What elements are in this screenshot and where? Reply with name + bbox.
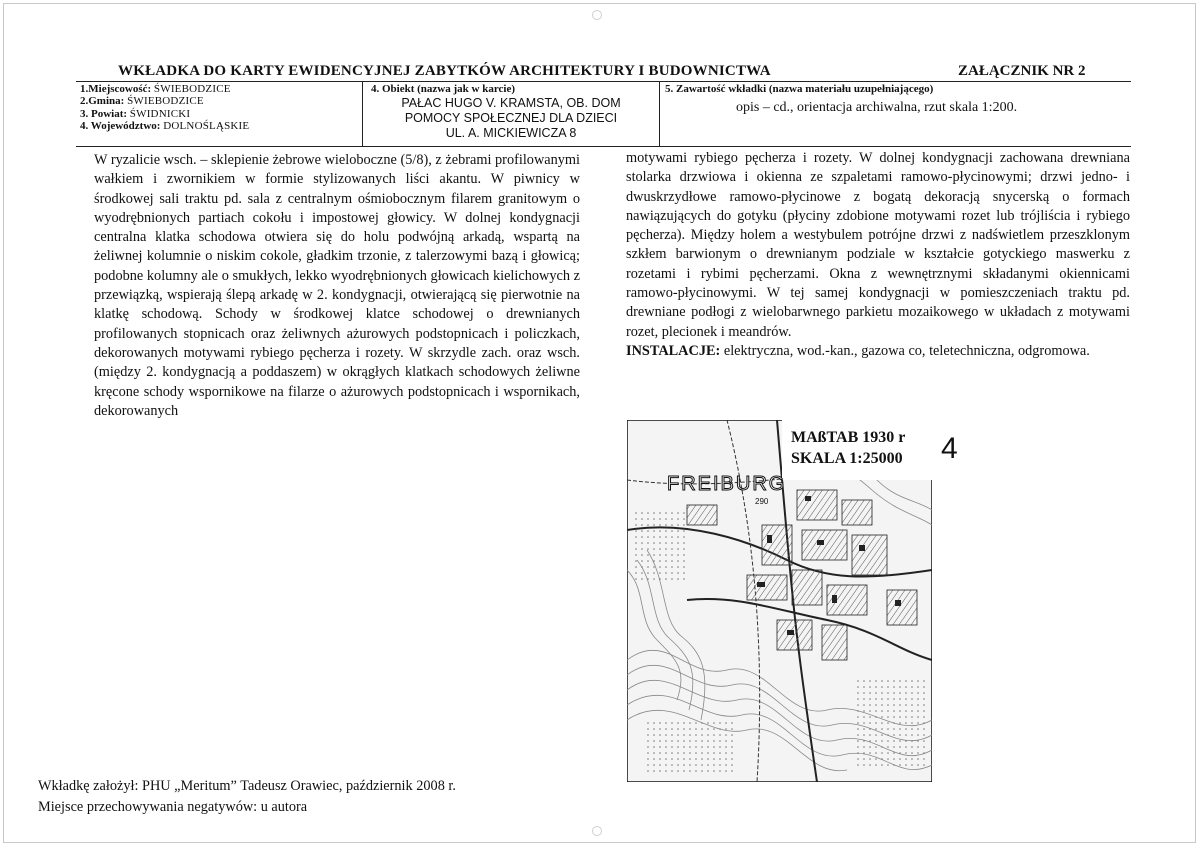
object-label: 4. Obiekt (nazwa jak w karcie) bbox=[371, 83, 516, 95]
installations-value: elektryczna, wod.-kan., gazowa co, teletechniczna, odgromowa. bbox=[723, 342, 1090, 359]
footer bbox=[38, 776, 456, 818]
installations-paragraph bbox=[626, 342, 1130, 361]
annex-label: ZAŁĄCZNIK NR 2 bbox=[958, 63, 1086, 79]
description-right-text: motywami rybiego pęcherza i rozety. W dolnej kondygnacji zachowana drewniana stolarka drzwiowa i okienna ze szpaletami ramowo-płycinowymi; drzwi jedno- i dwuskrzydłowe ramowo-płycinowe z bogatą dekoracją snycerską o formach nawiązujących do gotyku (płyciny zdobione motywami rozet lub trójliścia i rybiego pęcherza). Między holem a westybulem potrójne drzwi z nadświetlem przeszklonym szkłem barwionym o drewnianym podziale w kształcie gotyckiego maswerku z rozetami i rybimi pęcherzami. Okna z wewnętrznymi składanymi okiennicami ramowo-płycinowymi. W tej samej kondygnacji w pomieszczeniach traktu pd. drewniane podłogi z wielobarwnego parkietu mozaikowego w układach z motywami rozet, plecionek i meandrów. bbox=[626, 150, 1130, 340]
contents-label: 5. Zawartość wkładki (nazwa materiału uzupełniającego) bbox=[665, 83, 934, 95]
footer-author: Wkładkę założył: PHU „Meritum” Tadeusz Orawiec, październik 2008 r. bbox=[38, 778, 456, 794]
object-line-1: PAŁAC HUGO V. KRAMSTA, OB. DOM bbox=[401, 96, 621, 110]
archival-map bbox=[627, 420, 932, 782]
location-block bbox=[80, 83, 360, 133]
powiat-value: ŚWIDNICKI bbox=[129, 107, 191, 120]
description-left-column bbox=[94, 151, 580, 421]
table-divider-1 bbox=[362, 81, 363, 147]
punch-hole-bottom bbox=[592, 826, 602, 836]
footer-negatives: Miejsce przechowywania negatywów: u autora bbox=[38, 799, 308, 815]
description-right-column bbox=[626, 149, 1130, 361]
table-bottom-line bbox=[76, 146, 1131, 147]
object-line-3: UL. A. MICKIEWICZA 8 bbox=[445, 126, 577, 140]
map-scale-caption bbox=[787, 425, 909, 471]
map-scale-line-2: SKALA 1:25000 bbox=[791, 450, 903, 467]
object-name bbox=[364, 96, 658, 141]
miejscowosc-value: ŚWIEBODZICE bbox=[153, 83, 231, 95]
miejscowosc-label: 1.Miejscowość: bbox=[80, 83, 152, 95]
punch-hole-top bbox=[592, 10, 602, 20]
description-left-text: W ryzalicie wsch. – sklepienie żebrowe wieloboczne (5/8), z żebrami profilowanymi wałkiem i zwornikiem w formie stylizowanych liści akantu. W piwnicy w środkowej sali traktu pd. sala z centralnym ośmiobocznym filarem granitowym o wyodrębnionych partiach cokołu i impostowej głowicy. W dolnej kondygnacji centralna klatka schodowa otwiera się do holu podwójną arkadą, wspartą na żeliwnej kolumnie o niskim cokole, gładkim trzonie, z talerzowymi bazą i głowicą; podobne kolumny ale o smukłych, lekko wyodrębnionych głowicach kielichowych z przewiązką, wspierają ślepą arkadę w 2. kondygnacji, otwierającą się pierwotnie na klatkę schodową. Schody w środkowej klatce schodowej o drewnianych profilowanych stopnicach oraz żeliwnych ażurowych podstopnicach i policzkach, dekorowanych motywami rybiego pęcherza i rozety. W skrzydle zach. oraz wsch. (między 2. kondygnacją a poddaszem) w okrągłych klatkach schodowych żeliwne kręcone schody wspornikowe na filarze o ażurowych podstopnicach i wspornikach, dekorowanych bbox=[94, 152, 580, 419]
map-town-label: FREIBURG bbox=[667, 473, 787, 495]
gmina-label: 2.Gmina: bbox=[80, 95, 125, 108]
contents-value: opis – cd., orientacja archiwalna, rzut skala 1:200. bbox=[736, 100, 1018, 115]
table-divider-2 bbox=[659, 81, 660, 147]
powiat-label: 3. Powiat: bbox=[80, 107, 128, 120]
map-height-label: 290 bbox=[755, 497, 769, 506]
wojewodztwo-value: DOLNOŚLĄSKIE bbox=[163, 120, 250, 133]
map-scale-line-1: MAßTAB 1930 r bbox=[791, 429, 906, 446]
gmina-value: ŚWIEBODZICE bbox=[127, 95, 204, 108]
wojewodztwo-label: 4. Województwo: bbox=[80, 120, 161, 133]
document-title: WKŁADKA DO KARTY EWIDENCYJNEJ ZABYTKÓW ARCHITEKTURY I BUDOWNICTWA bbox=[118, 63, 771, 79]
object-line-2: POMOCY SPOŁECZNEJ DLA DZIECI bbox=[404, 111, 618, 125]
installations-label: INSTALACJE: bbox=[626, 342, 721, 359]
table-top-line bbox=[76, 81, 1131, 82]
map-page-mark: 4 bbox=[941, 432, 958, 465]
